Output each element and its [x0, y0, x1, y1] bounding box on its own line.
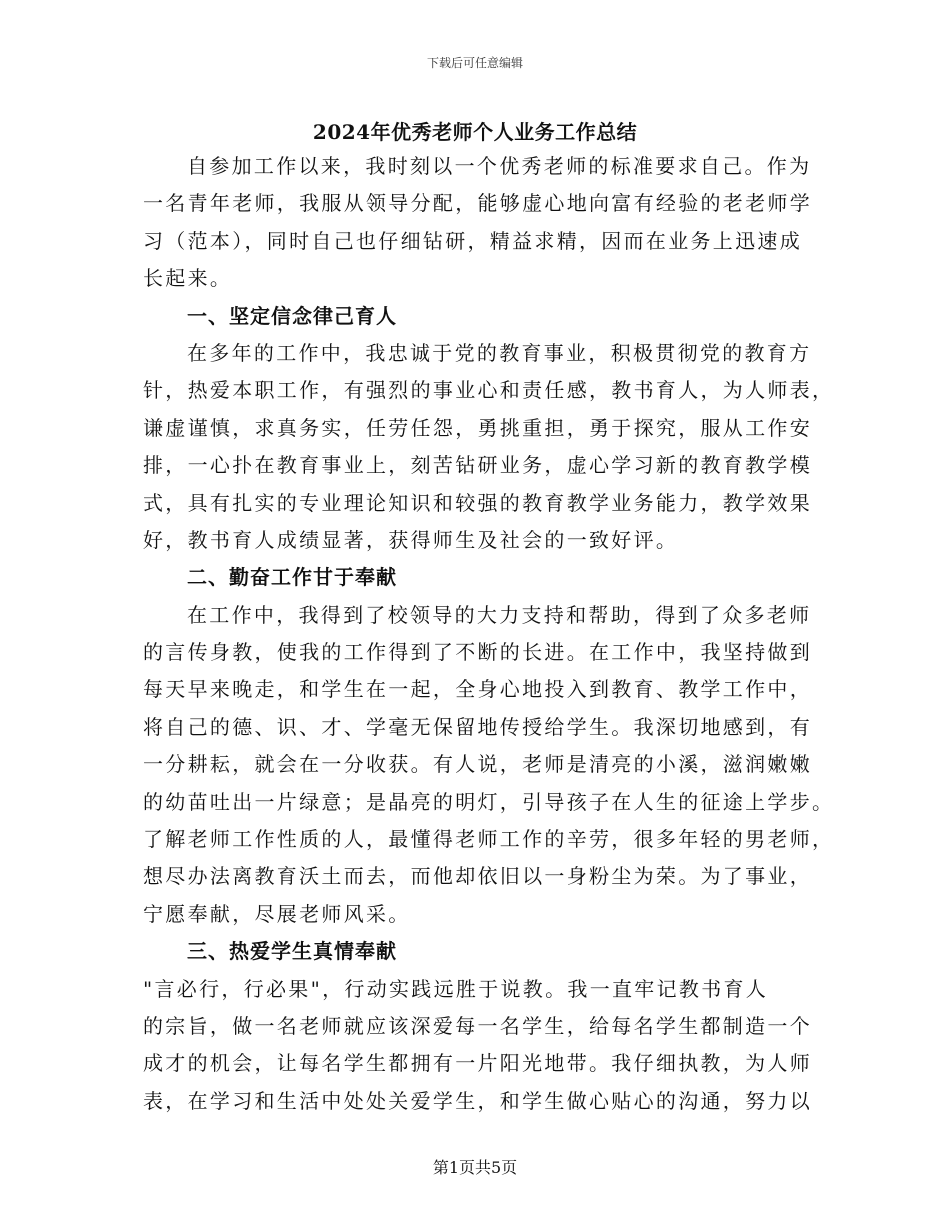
section-heading-3: 三、热爱学生真情奉献 [187, 939, 397, 964]
page-header-note: 下载后可任意编辑 [426, 56, 523, 70]
body-line: 好，教书育人成绩显著，获得师生及社会的一致好评。 [143, 527, 679, 552]
body-line: "言必行，行必果"，行动实践远胜于说教。我一直牢记教书育人 [143, 976, 769, 1001]
body-line: 长起来。 [143, 266, 233, 291]
body-line: 的宗旨，做一名老师就应该深爱每一名学生，给每名学生都制造一个 [143, 1013, 812, 1038]
body-line: 习（范本），同时自己也仔细钻研，精益求精，因而在业务上迅速成 [143, 228, 802, 253]
body-line: 宁愿奉献，尽展老师风采。 [143, 901, 411, 926]
body-line: 将自己的德、识、才、学毫无保留地传授给学生。我深切地感到，有 [143, 714, 812, 739]
body-line: 想尽办法离教育沃土而去，而他却依旧以一身粉尘为荣。为了事业， [143, 864, 812, 889]
body-line: 了解老师工作性质的人，最懂得老师工作的辛劳，很多年轻的男老师， [143, 827, 835, 852]
body-line: 在多年的工作中，我忠诚于党的教育事业，积极贯彻党的教育方 [187, 340, 812, 365]
body-line: 成才的机会，让每名学生都拥有一片阳光地带。我仔细执教，为人师 [143, 1051, 812, 1076]
document-body [143, 148, 835, 1120]
body-line: 排，一心扑在教育事业上，刻苦钻研业务，虚心学习新的教育教学模 [143, 453, 812, 478]
body-line: 一分耕耘，就会在一分收获。有人说，老师是清亮的小溪，滋润嫩嫩 [143, 752, 812, 777]
body-line: 一名青年老师，我服从领导分配，能够虚心地向富有经验的老老师学 [143, 191, 812, 216]
section-heading-1: 一、坚定信念律己育人 [187, 303, 397, 328]
body-line: 每天早来晚走，和学生在一起，全身心地投入到教育、教学工作中， [143, 677, 812, 702]
body-line: 的幼苗吐出一片绿意；是晶亮的明灯，引导孩子在人生的征途上学步。 [143, 789, 835, 814]
body-line: 的言传身教，使我的工作得到了不断的长进。在工作中，我坚持做到 [143, 640, 812, 665]
body-line: 谦虚谨慎，求真务实，任劳任怨，勇挑重担，勇于探究，服从工作安 [143, 415, 812, 440]
body-line: 在工作中，我得到了校领导的大力支持和帮助，得到了众多老师 [187, 602, 812, 627]
body-line: 表，在学习和生活中处处关爱学生，和学生做心贴心的沟通，努力以 [143, 1088, 812, 1113]
body-line: 式，具有扎实的专业理论知识和较强的教育教学业务能力，教学效果 [143, 490, 812, 515]
page-footer: 第1页共5页 [432, 1158, 518, 1177]
body-line: 自参加工作以来，我时刻以一个优秀老师的标准要求自己。作为 [187, 154, 812, 178]
section-heading-2: 二、勤奋工作甘于奉献 [187, 565, 397, 590]
body-line: 针，热爱本职工作，有强烈的事业心和责任感，教书育人，为人师表， [143, 378, 835, 403]
document-title: 2024年优秀老师个人业务工作总结 [312, 120, 638, 144]
